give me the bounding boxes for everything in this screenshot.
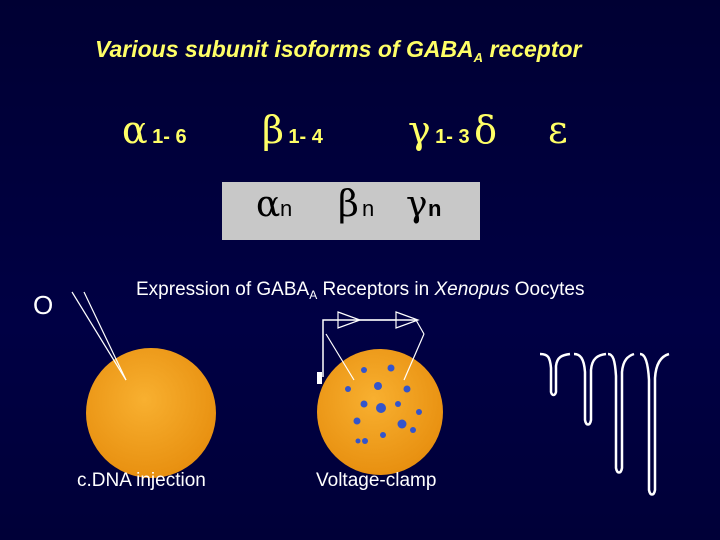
combo-beta-sub: n — [362, 196, 375, 221]
caption-injection: c.DNA injection — [77, 470, 206, 491]
title-tail: receptor — [483, 36, 582, 62]
combo-gamma-sub: n — [428, 196, 442, 221]
injection-needle-outer — [72, 292, 126, 380]
expression-middle: Receptors in — [317, 279, 435, 300]
expression-subscript: A — [309, 288, 318, 302]
alpha-symbol: α — [122, 108, 148, 152]
expression-prefix: Expression of GABA — [136, 279, 310, 300]
combo-beta: β — [338, 184, 359, 225]
beta-symbol: β — [262, 108, 284, 152]
side-letter: O — [33, 290, 54, 320]
title-subscript: A — [473, 50, 484, 65]
current-traces — [540, 354, 669, 495]
gamma-symbol: γ — [408, 108, 431, 152]
epsilon-symbol: ε — [548, 108, 568, 152]
combo-alpha-sub: n — [280, 196, 293, 221]
delta-symbol: δ — [474, 108, 497, 152]
ground-terminal — [317, 372, 322, 384]
caption-voltage-clamp: Voltage-clamp — [316, 470, 437, 491]
injection-needle-inner — [84, 292, 126, 380]
gamma-range: 1- 3 — [435, 126, 470, 148]
injected-oocyte — [86, 348, 216, 478]
combo-gamma: γ — [406, 184, 428, 225]
beta-range: 1- 4 — [288, 126, 323, 148]
combo-alpha: α — [256, 184, 281, 225]
alpha-range: 1- 6 — [152, 126, 187, 148]
expression-italic: Xenopus — [434, 279, 510, 300]
title-text: Various subunit isoforms of GABA — [95, 36, 474, 62]
expression-suffix: Oocytes — [509, 279, 585, 300]
